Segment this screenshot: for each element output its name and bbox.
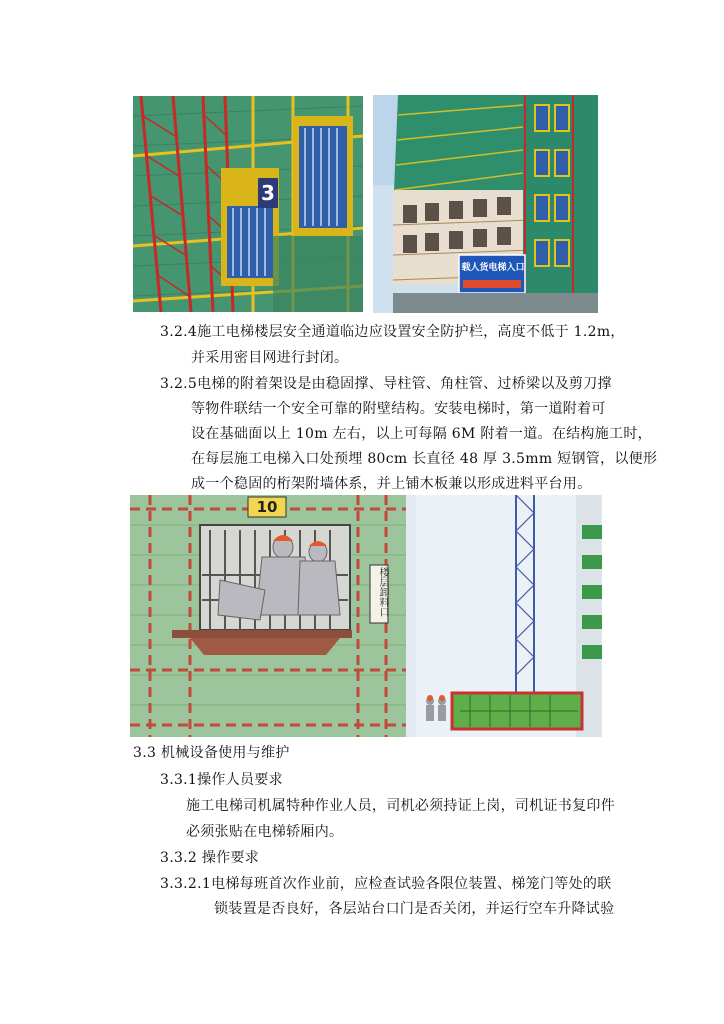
elevator-entrance-sign: 载人货电梯入口: [461, 263, 525, 273]
floor-number-plate: 10: [256, 498, 278, 516]
section-3-3-1-line2: 必须张贴在电梯轿厢内。: [186, 824, 344, 840]
clause-3-2-5-line2: 等物件联结一个安全可靠的附壁结构。安装电梯时，第一道附着可: [191, 401, 606, 417]
clause-3-2-5-line1: 3.2.5电梯的附着架设是由稳固撑、导柱管、角柱管、过桥梁以及剪刀撑: [160, 376, 612, 392]
illustration-floor-unloading-platform: [130, 495, 602, 737]
photo-elevator-landing-net: [133, 96, 363, 312]
clause-3-2-4-line1: 3.2.4施工电梯楼层安全通道临边应设置安全防护栏，高度不低于 1.2m，: [160, 324, 625, 340]
section-3-3-heading: 3.3 机械设备使用与维护: [133, 745, 290, 761]
clause-3-3-2-1-line2: 锁装置是否良好，各层站台口门是否关闭，并运行空车升降试验: [214, 901, 615, 917]
section-3-3-1-heading: 3.3.1操作人员要求: [160, 772, 283, 788]
unloading-port-label: 楼层卸料口: [377, 567, 388, 617]
floor-number-sign: 3: [261, 181, 275, 205]
photo-elevator-entrance-building: [373, 95, 598, 313]
clause-3-2-4-line2: 并采用密目网进行封闭。: [191, 350, 349, 366]
section-3-3-2-heading: 3.3.2 操作要求: [160, 850, 260, 866]
clause-3-2-5-line5: 成一个稳固的桁架附墙体系，并上铺木板兼以形成进料平台用。: [191, 476, 592, 492]
clause-3-3-2-1-line1: 3.3.2.1电梯每班首次作业前，应检查试验各限位装置、梯笼门等处的联: [160, 876, 612, 892]
clause-3-2-5-line3: 设在基础面以上 10m 左右，以上可每隔 6M 附着一道。在结构施工时，: [191, 426, 652, 442]
section-3-3-1-line1: 施工电梯司机属特种作业人员，司机必须持证上岗，司机证书复印件: [186, 798, 615, 814]
clause-3-2-5-line4: 在每层施工电梯入口处预埋 80cm 长直径 48 厚 3.5mm 短钢管，以便形: [191, 451, 658, 467]
